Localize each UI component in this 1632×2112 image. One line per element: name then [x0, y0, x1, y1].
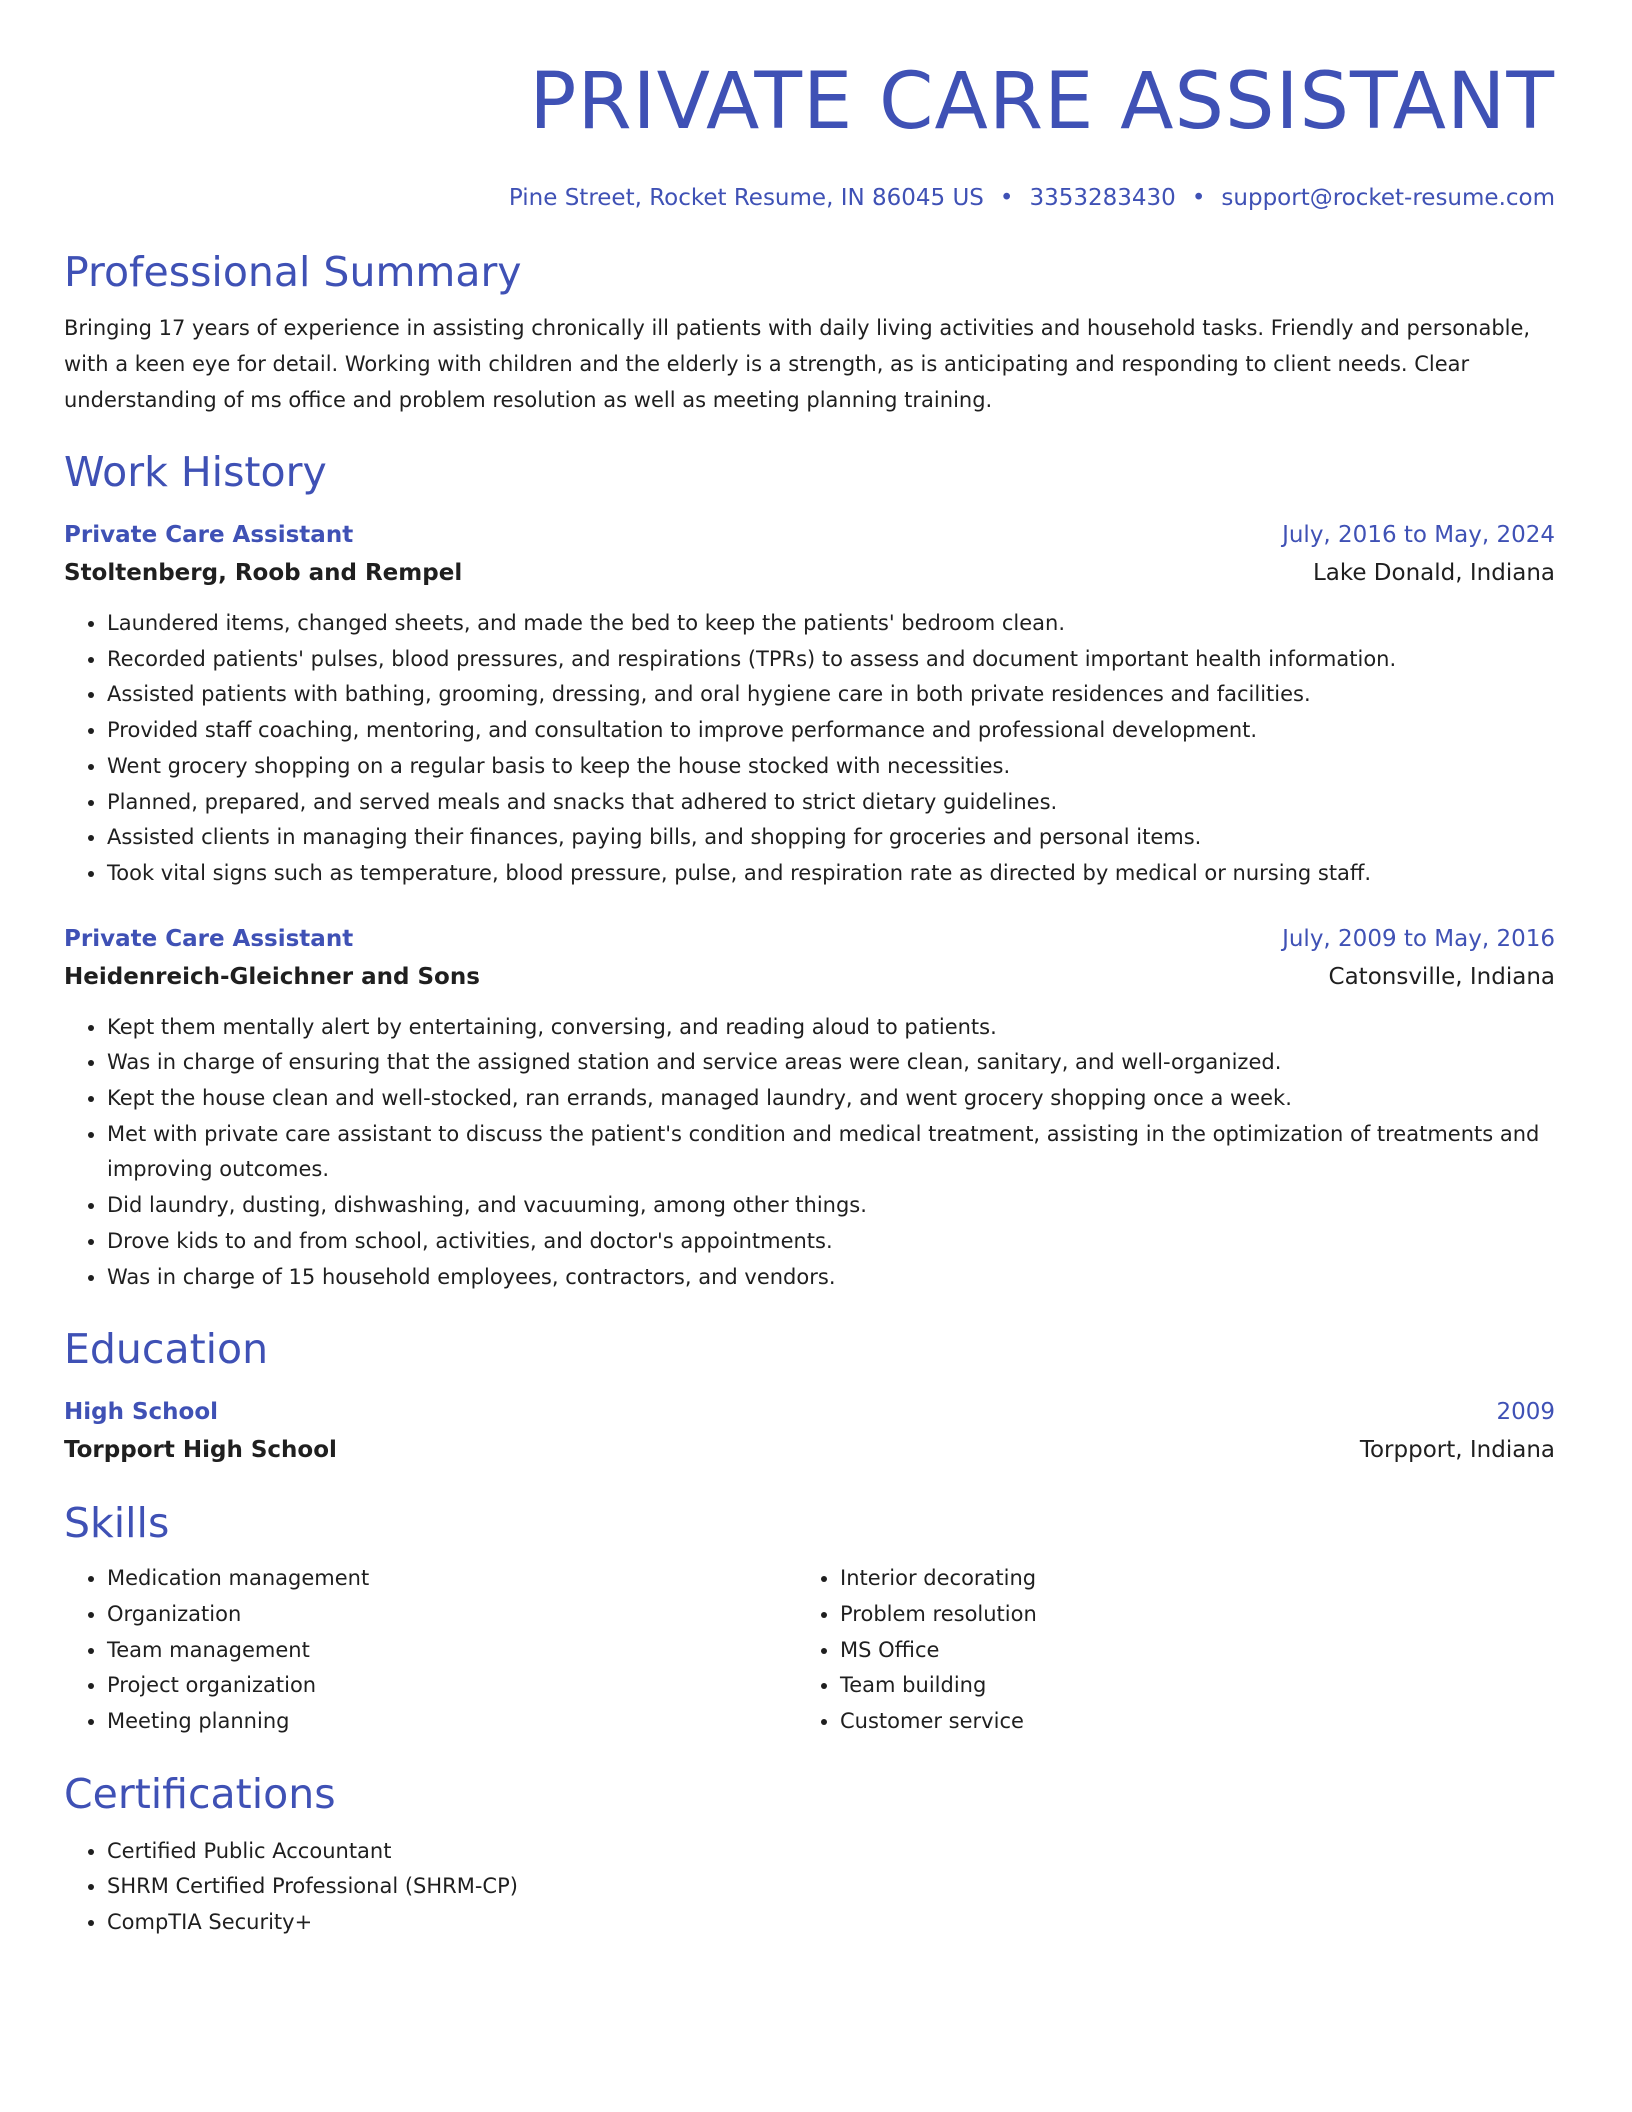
job-location: Lake Donald, Indiana: [1312, 560, 1555, 586]
resume-name: PRIVATE CARE ASSISTANT: [529, 57, 1555, 147]
job-title-row: [64, 516, 1555, 554]
job-bullet: • Assisted patients with bathing, grooming, dressing, and oral hygiene care in both private residences and facilities.: [107, 677, 1555, 713]
job-bullet: • Was in charge of ensuring that the assigned station and service areas were clean, sanitary, and well-organized.: [107, 1045, 1555, 1081]
job-bullet: • Laundered items, changed sheets, and made the bed to keep the patients' bedroom clean.: [107, 606, 1555, 642]
job-bullets: [64, 1010, 1555, 1296]
education-school-row: [64, 1431, 1555, 1469]
skill-item: • Team building: [840, 1668, 1340, 1704]
job-bullet: • Assisted clients in managing their finances, paying bills, and shopping for groceries and personal items.: [107, 820, 1555, 856]
job-bullet: • Was in charge of 15 household employees, contractors, and vendors.: [107, 1260, 1555, 1296]
job-employer-row: [64, 958, 1555, 996]
job-location: Catonsville, Indiana: [1328, 963, 1555, 990]
work-history-heading: Work History: [64, 448, 327, 496]
contact-email[interactable]: support@rocket-resume.com: [1221, 185, 1555, 211]
certification-item: • SHRM Certified Professional (SHRM-CP): [107, 1869, 1555, 1905]
job-bullet: • Kept the house clean and well-stocked, ran errands, managed laundry, and went grocery shopping once a week.: [107, 1081, 1555, 1117]
contact-phone[interactable]: 3353283430: [1029, 185, 1176, 211]
certification-item: • CompTIA Security+: [107, 1905, 1555, 1941]
contact-separator: •: [999, 185, 1014, 211]
skill-item: • Customer service: [840, 1704, 1340, 1740]
skill-item: • Problem resolution: [840, 1597, 1340, 1633]
job-dates: July, 2016 to May, 2024: [1282, 522, 1555, 548]
certifications-heading: Certifications: [64, 1769, 336, 1818]
certification-item: • Certified Public Accountant: [107, 1834, 1555, 1870]
skills-list-left: [64, 1561, 797, 1740]
skill-item: • Project organization: [107, 1668, 797, 1704]
skills-heading: Skills: [64, 1499, 170, 1548]
job-employer: Heidenreich-Gleichner and Sons: [64, 963, 480, 990]
job-bullet: • Recorded patients' pulses, blood pressures, and respirations (TPRs) to assess and document important health information.: [107, 642, 1555, 678]
job-title: Private Care Assistant: [64, 522, 354, 548]
job-employer: Stoltenberg, Roob and Rempel: [64, 560, 463, 586]
skill-item: • Meeting planning: [107, 1704, 797, 1740]
skill-item: • Organization: [107, 1597, 797, 1633]
skill-item: • Team management: [107, 1633, 797, 1669]
education-location: Torpport, Indiana: [1359, 1437, 1555, 1464]
job-employer-row: [64, 554, 1555, 592]
skills-list-right: [797, 1561, 1340, 1740]
skill-item: • MS Office: [840, 1633, 1340, 1669]
skills-columns: [64, 1561, 1555, 1740]
job-bullets: [64, 606, 1555, 892]
job-title-row: [64, 920, 1555, 958]
job-bullet: • Kept them mentally alert by entertaining, conversing, and reading aloud to patients.: [107, 1010, 1555, 1046]
job-entry: [64, 516, 1555, 892]
job-entry: [64, 920, 1555, 1296]
job-bullet: • Did laundry, dusting, dishwashing, and vacuuming, among other things.: [107, 1188, 1555, 1224]
job-bullet: • Went grocery shopping on a regular basis to keep the house stocked with necessities.: [107, 749, 1555, 785]
job-bullet: • Took vital signs such as temperature, blood pressure, pulse, and respiration rate as directed by medical or nursing staff.: [107, 856, 1555, 892]
summary-heading: Professional Summary: [64, 248, 522, 296]
education-degree-row: [64, 1393, 1555, 1431]
job-title: Private Care Assistant: [64, 925, 354, 952]
job-bullet: • Provided staff coaching, mentoring, and consultation to improve performance and professional development.: [107, 713, 1555, 749]
education-school: Torpport High School: [64, 1437, 337, 1464]
skill-item: • Medication management: [107, 1561, 797, 1597]
contact-address: Pine Street, Rocket Resume, IN 86045 US: [508, 185, 984, 211]
education-degree: High School: [64, 1399, 219, 1426]
job-bullet: • Planned, prepared, and served meals and snacks that adhered to strict dietary guidelines.: [107, 785, 1555, 821]
summary-text: Bringing 17 years of experience in assisting chronically ill patients with daily living activities and household tasks. Friendly and personable, with a keen eye for detail. Working with children and the elderly is a strength, as is anticipating and responding to client needs. Clear understanding of ms office and problem resolution as well as meeting planning training.: [64, 316, 1531, 412]
job-dates: July, 2009 to May, 2016: [1282, 925, 1555, 952]
education-heading: Education: [64, 1325, 269, 1374]
certifications-list: [64, 1834, 1555, 1941]
skill-item: • Interior decorating: [840, 1561, 1340, 1597]
education-year: 2009: [1496, 1399, 1555, 1426]
contact-separator: •: [1191, 185, 1206, 211]
education-entry: [64, 1393, 1555, 1469]
job-bullet: • Met with private care assistant to discuss the patient's condition and medical treatment, assisting in the optimization of treatments and improving outcomes.: [107, 1117, 1555, 1188]
contact-line: [64, 182, 1555, 214]
job-bullet: • Drove kids to and from school, activities, and doctor's appointments.: [107, 1224, 1555, 1260]
